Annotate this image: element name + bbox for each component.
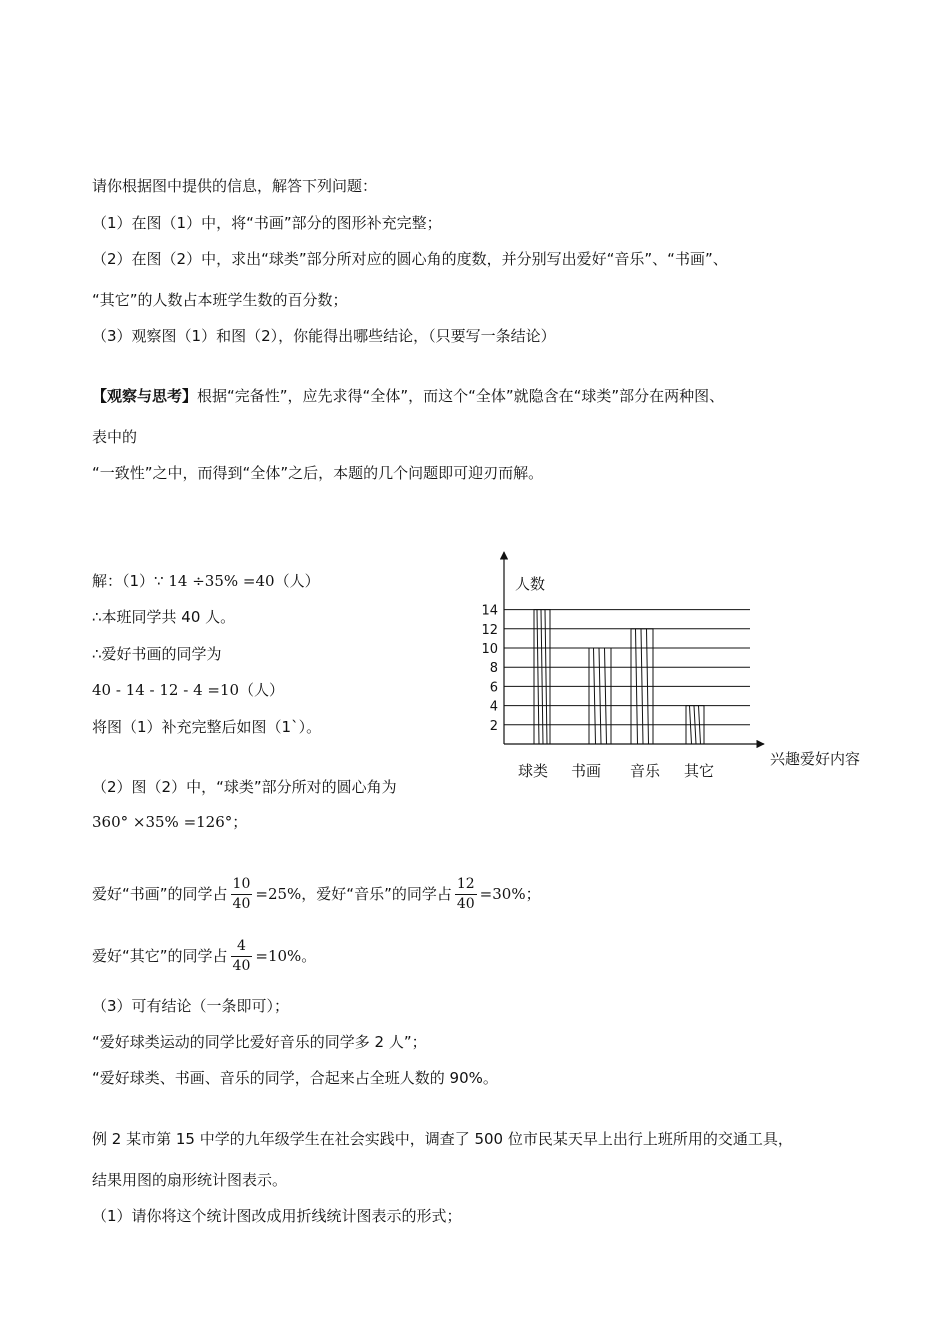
- percent-25: =25%: [255, 885, 302, 903]
- bar-hatch: [594, 648, 596, 744]
- solution-text-8c: ；: [525, 885, 541, 903]
- example-2-line-3: （1）请你将这个统计图改成用折线统计图表示的形式；: [92, 1207, 462, 1225]
- example-2-line-1: 例 2 某市第 15 中学的九年级学生在社会实践中，调查了 500 位市民某天早上出行上班所用的交通工具，: [92, 1130, 793, 1148]
- question-2-line-2: “其它”的人数占本班学生数的百分数；: [92, 291, 348, 309]
- solution-equation-1: 14 ÷35% =40: [168, 572, 275, 590]
- question-2-line-1: （2）在图（2）中，求出“球类”部分所对应的圆心角的度数，并分别写出爱好“音乐”、“书画”、: [92, 250, 728, 268]
- bar-chart: [470, 540, 890, 800]
- question-3: （3）观察图（1）和图（2），你能得出哪些结论，（只要写一条结论）: [92, 327, 556, 345]
- solution-text-9a: 爱好“其它”的同学占: [92, 947, 228, 965]
- bar-layer: [534, 610, 704, 744]
- solution-text-8a: 爱好“书画”的同学占: [92, 885, 228, 903]
- solution-line-7: [92, 812, 247, 832]
- question-1: （1）在图（1）中，将“书画”部分的图形补充完整；: [92, 214, 442, 232]
- y-tick-label: 10: [481, 642, 498, 657]
- solution-line-4: [92, 680, 284, 700]
- observe-label: 【观察与思考】: [92, 387, 198, 405]
- solution-line-3: ∴爱好书画的同学为: [92, 645, 222, 663]
- solution-line-10: （3）可有结论（一条即可）；: [92, 997, 290, 1015]
- fraction-12-40: [455, 875, 477, 914]
- example-2-line-2: 结果用图的扇形统计图表示。: [92, 1171, 288, 1189]
- observe-line-3: “一致性”之中，而得到“全体”之后，本题的几个问题即可迎刃而解。: [92, 464, 544, 482]
- solution-line-2: ∴本班同学共 40 人。: [92, 608, 236, 626]
- observe-line-1: [92, 386, 724, 406]
- y-tick-label: 2: [489, 718, 498, 734]
- category-label: 球类: [517, 762, 549, 780]
- category-label-layer: [518, 762, 714, 780]
- fraction-10-40: [231, 875, 253, 914]
- solution-text-8b: ，爱好“音乐”的同学占: [301, 885, 452, 903]
- percent-30: =30%: [479, 885, 526, 903]
- bar: [589, 648, 611, 744]
- bar: [534, 610, 550, 744]
- category-label: 音乐: [629, 762, 661, 780]
- solution-semicolon: ；: [232, 813, 248, 831]
- solution-line-8: [92, 874, 541, 914]
- solution-text-9b: 。: [301, 947, 317, 965]
- fraction-denominator: 40: [456, 896, 475, 912]
- bar-hatch: [545, 610, 547, 744]
- solution-line-9: [92, 936, 316, 976]
- category-label: 书画: [570, 762, 602, 780]
- solution-line-6: （2）图（2）中，“球类”部分所对的圆心角为: [92, 778, 397, 796]
- percent-10: =10%: [255, 947, 302, 965]
- bar-hatch: [605, 648, 607, 744]
- fraction-numerator: 12: [455, 875, 477, 895]
- fraction-numerator: 10: [231, 875, 253, 895]
- x-axis-label: 兴趣爱好内容: [770, 750, 861, 768]
- fraction-denominator: 40: [232, 896, 251, 912]
- y-tick-label: 6: [489, 680, 498, 696]
- fraction-denominator: 40: [232, 958, 251, 974]
- fraction-4-40: [231, 937, 253, 976]
- solution-equation-3: 360° ×35% =126°: [92, 813, 233, 831]
- instructions: 请你根据图中提供的信息，解答下列问题：: [92, 177, 378, 195]
- solution-line-11: “爱好球类运动的同学比爱好音乐的同学多 2 人”；: [92, 1033, 427, 1051]
- observe-text: 根据“完备性”，应先求得“全体”，而这个“全体”就隐含在“球类”部分在两种图、: [197, 387, 725, 405]
- category-label: 其它: [683, 762, 715, 780]
- solution-line-1: [92, 571, 320, 591]
- y-tick-label: 14: [481, 603, 498, 619]
- solution-line-12: “爱好球类、书画、音乐的同学，合起来占全班人数的 90%。: [92, 1069, 498, 1087]
- y-tick-label: 12: [481, 622, 498, 638]
- solution-unit-1: （人）: [274, 572, 320, 590]
- bar-hatch: [599, 648, 601, 744]
- bar-hatch: [541, 610, 543, 744]
- tick-layer: [481, 604, 498, 734]
- solution-line-5: 将图（1）补充完整后如图（1`）。: [92, 718, 322, 736]
- y-tick-label: 4: [489, 699, 498, 715]
- y-tick-label: 8: [489, 661, 498, 677]
- observe-line-2: 表中的: [92, 428, 138, 446]
- fraction-numerator: 4: [231, 937, 253, 957]
- y-axis-label: 人数: [515, 575, 546, 593]
- solution-unit-2: （人）: [239, 681, 285, 699]
- bar-hatch: [537, 610, 539, 744]
- solution-prefix: 解：（1）∵: [92, 572, 164, 590]
- solution-equation-2: 40 - 14 - 12 - 4 =10: [92, 681, 240, 699]
